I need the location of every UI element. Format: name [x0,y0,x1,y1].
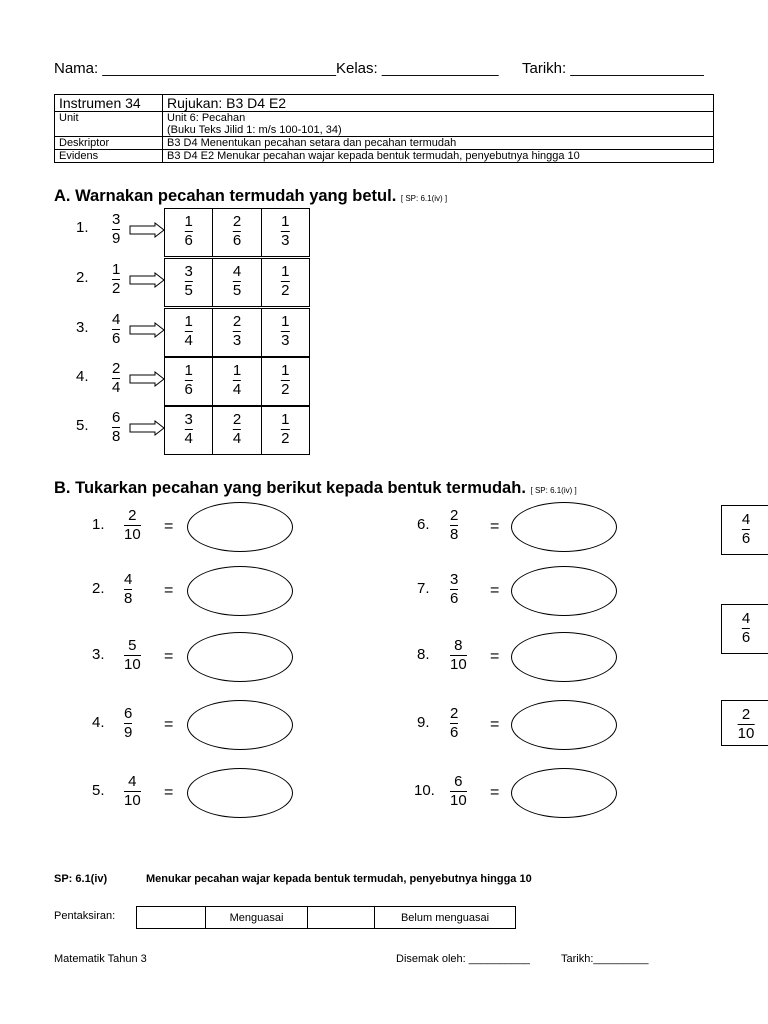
b-question-fraction [124,774,141,809]
unit-label: Unit [55,112,163,137]
footer-sp-desc: Menukar pecahan wajar kepada bentuk termudah, penyebutnya hingga 10 [146,873,532,885]
section-b-heading: B. Tukarkan pecahan yang berikut kepada bentuk termudah. [54,479,526,497]
a-choice-fraction [281,412,289,447]
equals-sign: = [490,518,500,535]
equals-sign: = [490,648,500,665]
b-question-fraction [124,638,141,673]
menguasai-checkbox[interactable] [137,907,206,929]
pentaksiran-label: Pentaksiran: [54,910,116,922]
a-choice-fraction [281,264,289,299]
b-question-fraction [124,508,141,543]
b-question-fraction [124,572,132,607]
a-item-number: 2. [76,269,89,286]
instrumen-cell: Instrumen 34 [55,95,163,112]
section-a-sp: [ SP: 6.1(iv) ] [400,194,448,203]
b-question-fraction [450,572,458,607]
a-choice-cell[interactable] [262,209,309,256]
a-choice-row [164,258,310,307]
numerator: 2 [450,705,459,722]
a-choice-fraction [281,363,289,398]
denominator: 4 [112,379,121,396]
belum-label: Belum menguasai [375,907,516,929]
answer-oval[interactable] [511,632,617,682]
a-question-fraction [112,312,120,347]
numerator: 1 [281,263,290,280]
numerator: 6 [124,705,133,722]
denominator: 6 [184,232,193,249]
denominator: 4 [184,332,193,349]
a-choice-fraction [184,363,192,398]
a-choice-cell[interactable] [213,407,261,454]
answer-oval[interactable] [187,768,293,818]
denominator: 10 [124,656,141,673]
equals-sign: = [164,518,174,535]
equals-sign: = [490,582,500,599]
b-item-number: 5. [92,782,105,799]
answer-oval[interactable] [511,700,617,750]
a-choice-cell[interactable] [262,407,309,454]
numerator: 4 [128,773,137,790]
denominator: 2 [112,280,121,297]
a-item-number: 3. [76,319,89,336]
b-question-fraction [124,706,132,741]
numerator: 6 [454,773,463,790]
a-choice-cell[interactable] [165,309,213,356]
denominator: 8 [450,526,459,543]
a-choice-cell[interactable] [165,259,213,306]
b-question-fraction [450,508,458,543]
denominator: 5 [232,282,242,299]
a-choice-fraction [233,214,241,249]
denominator: 10 [450,792,467,809]
denominator: 4 [232,430,242,447]
numerator: 2 [450,507,459,524]
a-choice-cell[interactable] [262,259,309,306]
equals-sign: = [490,716,500,733]
numerator: 1 [184,313,193,330]
a-choice-row [164,357,310,406]
denominator: 10 [124,792,141,809]
denominator: 10 [450,656,467,673]
denominator: 9 [112,230,121,247]
denominator: 4 [232,381,242,398]
numerator: 4 [741,610,751,627]
side-fraction [738,707,755,742]
numerator: 3 [184,411,193,428]
footer-tarikh-field[interactable]: Tarikh:_________ [561,953,649,965]
a-choice-fraction [184,314,192,349]
denominator: 6 [450,590,459,607]
numerator: 2 [128,507,137,524]
deskriptor-value: B3 D4 Menentukan pecahan setara dan pecahan termudah [163,137,714,150]
numerator: 5 [128,637,137,654]
a-choice-cell[interactable] [262,358,309,405]
denominator: 2 [281,381,290,398]
denominator: 10 [124,526,141,543]
a-question-fraction [112,361,120,396]
a-choice-fraction [233,363,241,398]
b-question-fraction [450,774,467,809]
section-a-title [54,187,447,206]
side-fraction-box [721,700,768,746]
numerator: 4 [741,511,751,528]
b-question-fraction [450,706,458,741]
numerator: 1 [232,362,242,379]
a-choice-fraction [184,412,192,447]
kelas-field[interactable]: Kelas: ______________ [336,60,499,77]
b-item-number: 1. [92,516,105,533]
denominator: 3 [281,232,290,249]
denominator: 6 [112,330,121,347]
disemak-field[interactable]: Disemak oleh: __________ [396,953,530,965]
arrow-icon [129,420,165,436]
evidens-value: B3 D4 E2 Menukar pecahan wajar kepada bentuk termudah, penyebutnya hingga 10 [163,150,714,163]
numerator: 2 [232,213,242,230]
a-choice-row [164,208,310,257]
answer-oval[interactable] [511,566,617,616]
a-item-number: 5. [76,417,89,434]
belum-checkbox[interactable] [308,907,375,929]
equals-sign: = [490,784,500,801]
answer-oval[interactable] [511,502,617,552]
denominator: 6 [184,381,193,398]
b-question-fraction [450,638,467,673]
unit-value [163,112,714,137]
denominator: 10 [737,725,755,742]
numerator: 1 [281,313,290,330]
equals-sign: = [164,784,174,801]
numerator: 2 [232,313,242,330]
denominator: 4 [184,430,193,447]
a-choice-cell[interactable] [262,309,309,356]
pentaksiran-table [136,906,516,929]
a-question-fraction [112,262,120,297]
b-item-number: 3. [92,646,105,663]
a-item-number: 1. [76,219,89,236]
a-question-fraction [112,212,120,247]
rujukan-cell: Rujukan: B3 D4 E2 [163,95,714,112]
numerator: 4 [232,263,242,280]
a-choice-cell[interactable] [165,358,213,405]
numerator: 1 [184,362,193,379]
side-fraction-box [721,604,768,654]
denominator: 5 [184,282,193,299]
a-choice-cell[interactable] [213,358,261,405]
a-choice-cell[interactable] [213,209,261,256]
b-item-number: 2. [92,580,105,597]
numerator: 1 [281,411,290,428]
nama-field[interactable]: Nama: ____________________________ [54,60,336,77]
denominator: 3 [281,332,290,349]
a-choice-fraction [184,264,192,299]
numerator: 1 [281,213,290,230]
deskriptor-label: Deskriptor [55,137,163,150]
numerator: 3 [112,211,121,228]
b-item-number: 6. [417,516,430,533]
numerator: 2 [232,411,242,428]
a-choice-fraction [233,412,241,447]
numerator: 1 [184,213,193,230]
footer-sp [54,873,532,885]
arrow-icon [129,272,165,288]
side-fraction [742,611,750,646]
answer-oval[interactable] [511,768,617,818]
denominator: 9 [124,724,133,741]
a-choice-fraction [281,314,289,349]
a-choice-fraction [281,214,289,249]
answer-oval[interactable] [187,566,293,616]
menguasai-label: Menguasai [206,907,308,929]
a-choice-fraction [184,214,192,249]
arrow-icon [129,322,165,338]
section-a-heading: A. Warnakan pecahan termudah yang betul. [54,187,397,205]
b-item-number: 9. [417,714,430,731]
arrow-icon [129,371,165,387]
b-item-number: 4. [92,714,105,731]
numerator: 3 [184,263,193,280]
denominator: 3 [232,332,242,349]
equals-sign: = [164,716,174,733]
info-table [54,94,714,163]
section-b-sp: [ SP: 6.1(iv) ] [530,486,577,495]
equals-sign: = [164,648,174,665]
evidens-label: Evidens [55,150,163,163]
a-question-fraction [112,410,120,445]
a-choice-row [164,406,310,455]
side-fraction-box [721,505,768,555]
a-choice-cell[interactable] [213,259,261,306]
numerator: 3 [450,571,459,588]
a-choice-cell[interactable] [213,309,261,356]
subject-label: Matematik Tahun 3 [54,953,147,965]
a-choice-fraction [233,314,241,349]
a-choice-cell[interactable] [165,407,213,454]
a-choice-cell[interactable] [165,209,213,256]
b-item-number: 10. [414,782,435,799]
denominator: 8 [124,590,133,607]
denominator: 6 [741,629,751,646]
b-item-number: 7. [417,580,430,597]
numerator: 8 [454,637,463,654]
a-choice-fraction [233,264,241,299]
denominator: 2 [281,430,290,447]
denominator: 2 [281,282,290,299]
numerator: 2 [741,706,751,723]
unit-book: (Buku Teks Jilid 1: m/s 100-101, 34) [167,124,342,136]
a-item-number: 4. [76,368,89,385]
side-fraction [742,512,750,547]
unit-name: Unit 6: Pecahan [167,112,246,124]
numerator: 1 [281,362,290,379]
numerator: 4 [112,311,121,328]
denominator: 6 [450,724,459,741]
denominator: 8 [112,428,121,445]
numerator: 6 [112,409,121,426]
numerator: 1 [112,261,121,278]
answer-oval[interactable] [187,700,293,750]
tarikh-field[interactable]: Tarikh: ________________ [522,60,704,77]
b-item-number: 8. [417,646,430,663]
numerator: 4 [124,571,133,588]
denominator: 6 [741,530,751,547]
footer-sp-label: SP: 6.1(iv) [54,873,108,885]
section-b-title [54,479,577,498]
numerator: 2 [112,360,121,377]
a-choice-row [164,308,310,357]
answer-oval[interactable] [187,502,293,552]
arrow-icon [129,222,165,238]
denominator: 6 [232,232,242,249]
equals-sign: = [164,582,174,599]
answer-oval[interactable] [187,632,293,682]
